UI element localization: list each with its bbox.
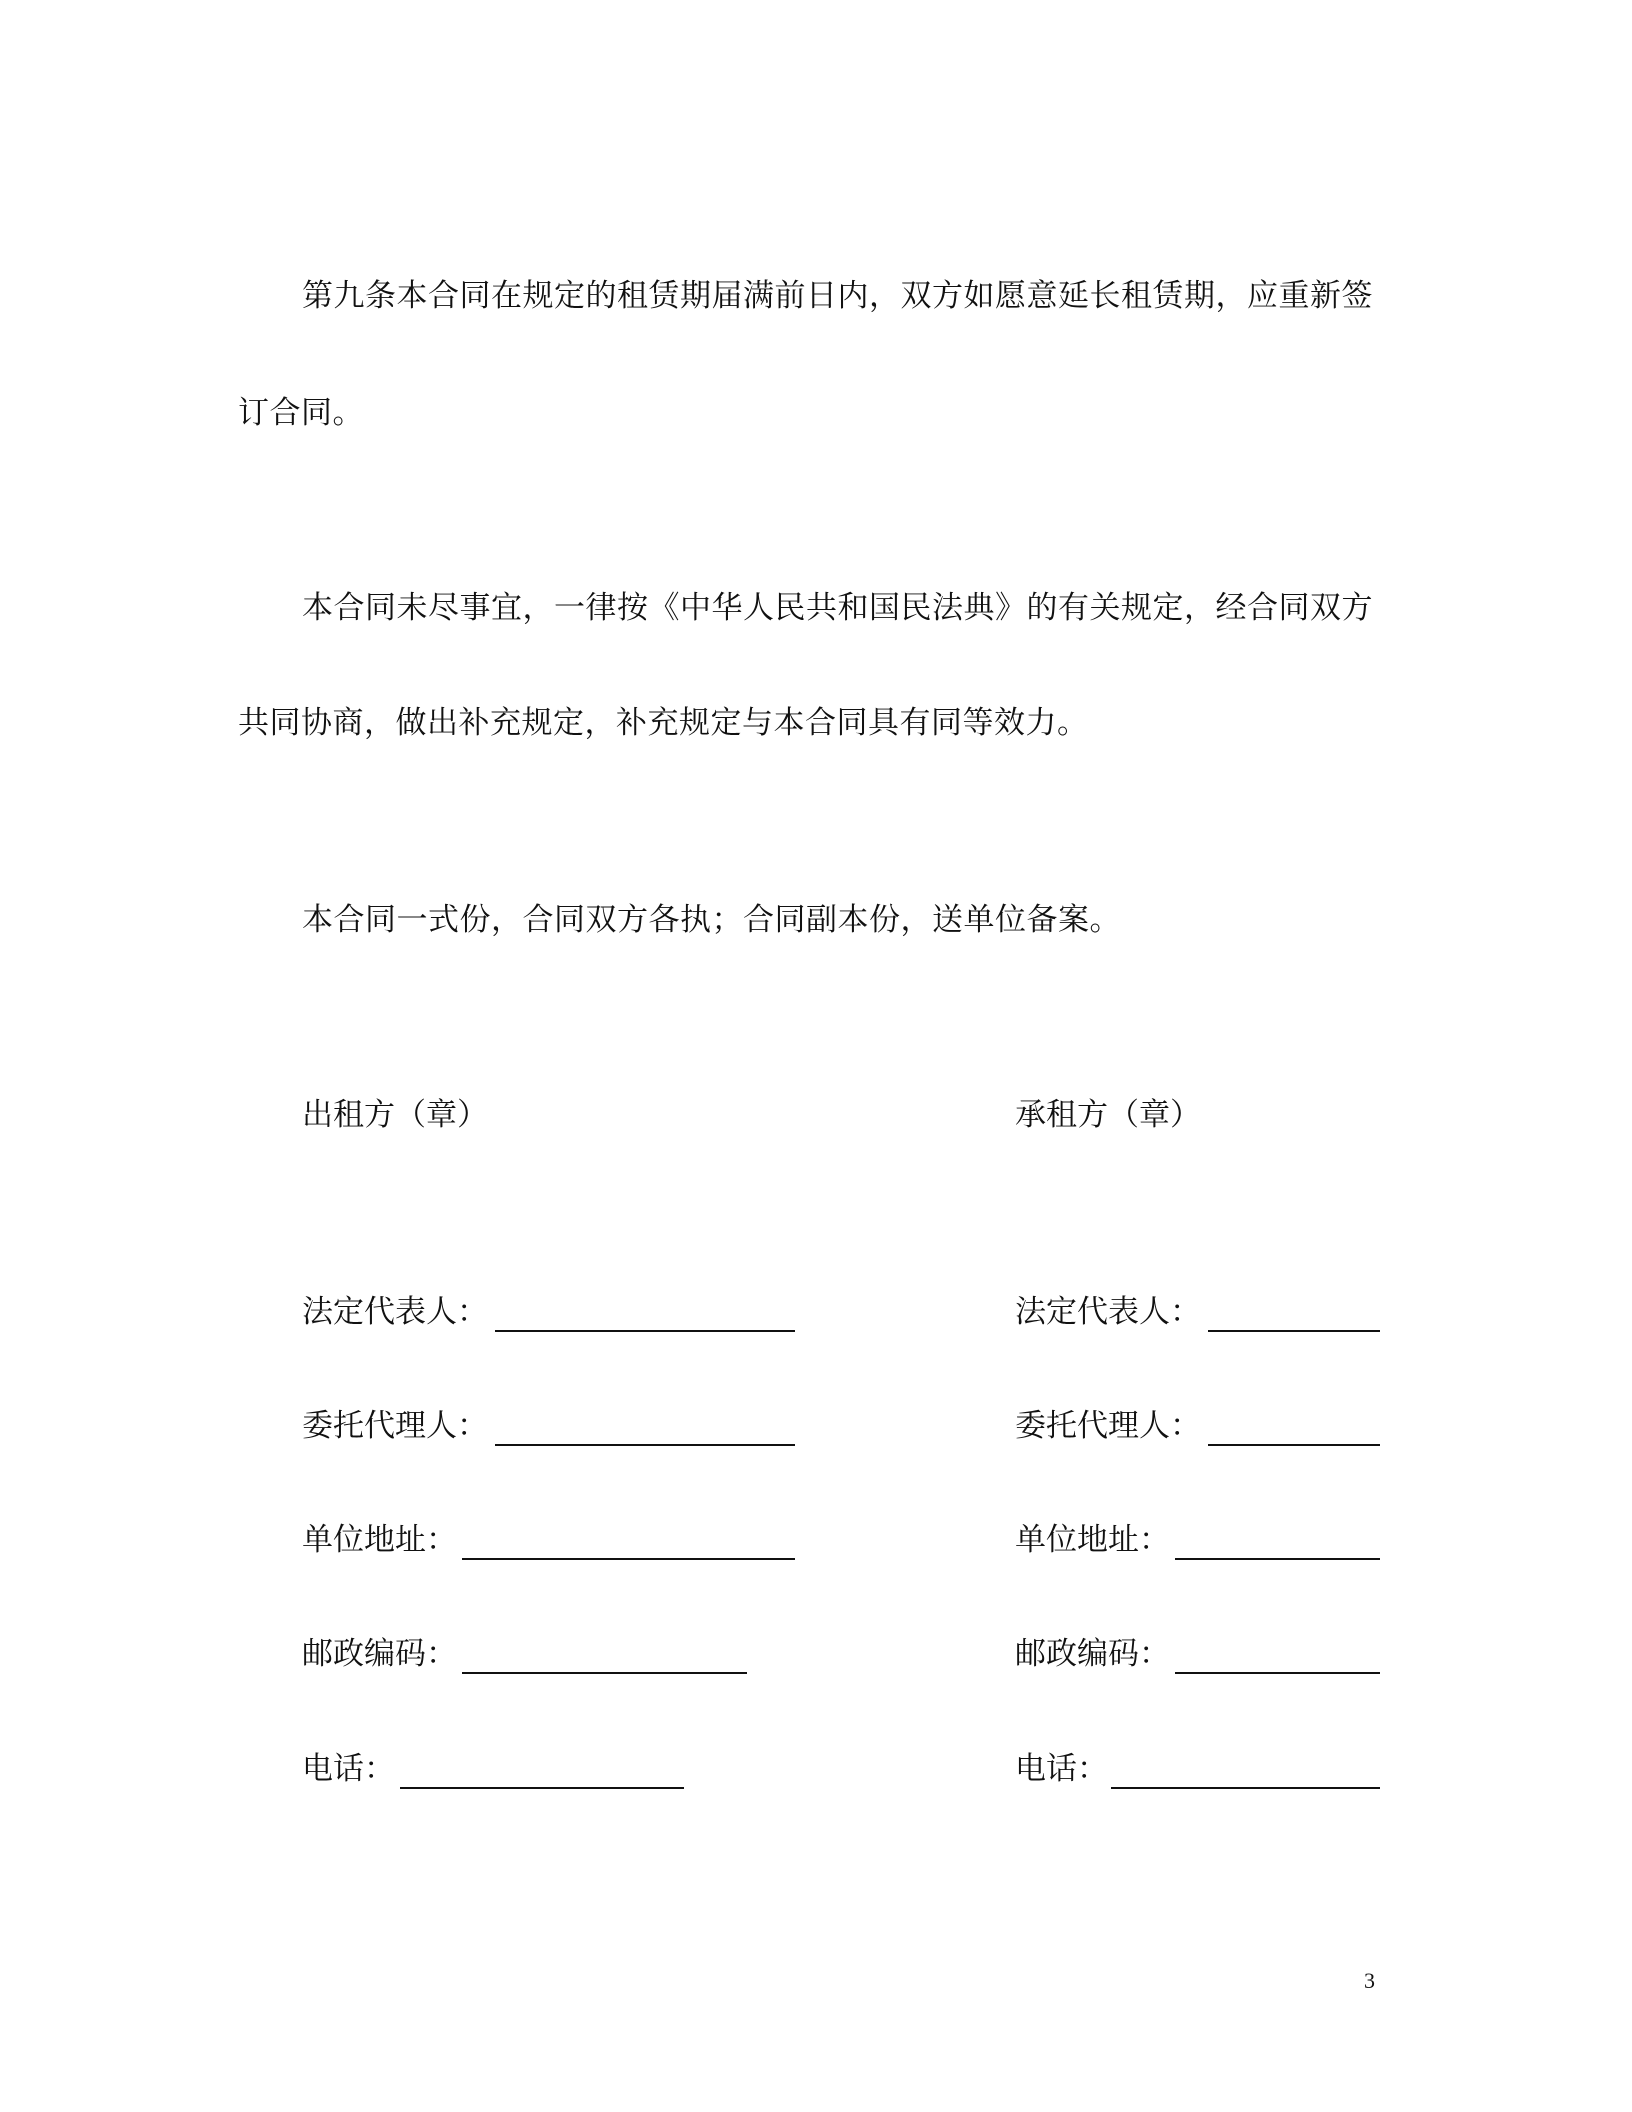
paragraph-2-line-2: 共同协商，做出补充规定，补充规定与本合同具有同等效力。 bbox=[238, 705, 1089, 741]
lessee-postcode-label: 邮政编码： bbox=[1015, 1636, 1170, 1672]
lessee-agent-line bbox=[1208, 1444, 1380, 1446]
lessee-phone-label: 电话： bbox=[1015, 1751, 1108, 1787]
lessor-address-label: 单位地址： bbox=[302, 1522, 457, 1558]
lessee-title: 承租方（章） bbox=[1015, 1097, 1201, 1133]
lessor-phone-line bbox=[400, 1787, 684, 1789]
paragraph-3-line-1: 本合同一式份，合同双方各执；合同副本份，送单位备案。 bbox=[302, 902, 1121, 938]
lessee-phone-line bbox=[1111, 1787, 1380, 1789]
lessee-legal-rep-line bbox=[1208, 1330, 1380, 1332]
lessor-agent-line bbox=[495, 1444, 795, 1446]
paragraph-2-line-1: 本合同未尽事宜，一律按《中华人民共和国民法典》的有关规定，经合同双方 bbox=[302, 590, 1373, 626]
lessee-legal-rep-label: 法定代表人： bbox=[1015, 1294, 1201, 1330]
lessor-address-line bbox=[462, 1558, 795, 1560]
lessee-address-line bbox=[1175, 1558, 1380, 1560]
lessor-legal-rep-label: 法定代表人： bbox=[302, 1294, 488, 1330]
paragraph-1-line-2: 订合同。 bbox=[238, 395, 364, 431]
lessee-postcode-line bbox=[1175, 1672, 1380, 1674]
lessor-postcode-label: 邮政编码： bbox=[302, 1636, 457, 1672]
lessee-agent-label: 委托代理人： bbox=[1015, 1408, 1201, 1444]
paragraph-1-line-1: 第九条本合同在规定的租赁期届满前日内，双方如愿意延长租赁期，应重新签 bbox=[302, 278, 1373, 314]
lessor-agent-label: 委托代理人： bbox=[302, 1408, 488, 1444]
lessor-phone-label: 电话： bbox=[302, 1751, 395, 1787]
lessor-legal-rep-line bbox=[495, 1330, 795, 1332]
lessee-address-label: 单位地址： bbox=[1015, 1522, 1170, 1558]
lessor-postcode-line bbox=[462, 1672, 747, 1674]
page-number: 3 bbox=[1364, 1968, 1375, 1993]
lessor-title: 出租方（章） bbox=[302, 1097, 488, 1133]
